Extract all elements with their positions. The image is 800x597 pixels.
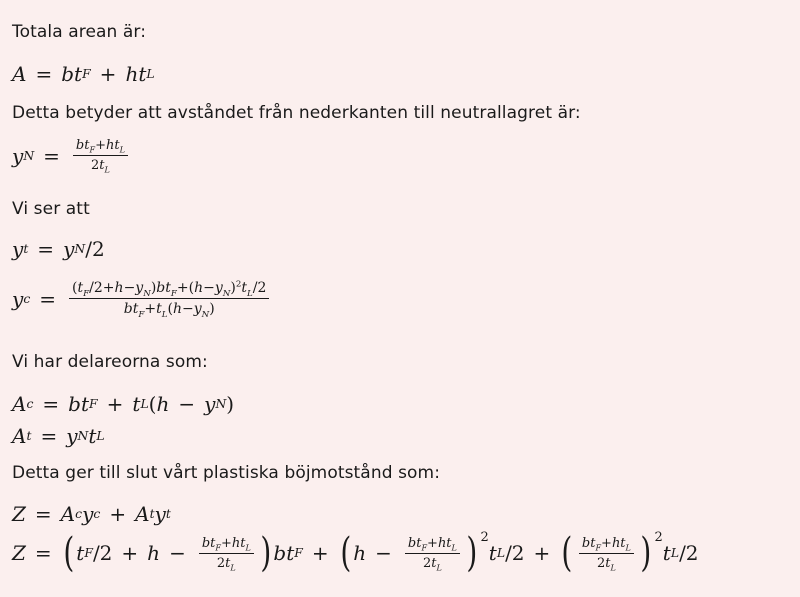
equation-Z1: Z = A c y c + A t y t: [12, 502, 171, 526]
equation-yt: y t = y N /2: [12, 237, 105, 261]
equation-Ac: A c = bt F + t L ( h − y N ): [12, 392, 235, 416]
equation-Z2: Z = ( t F /2 + h − $\frac{bt_F+ht_L}{2t_L}$ ) bt F + ( h − $\frac{bt_F+ht_L}{2t_L}$ ) 2 t L /2 + ( $\frac{bt_F+ht_L}{2t_L}$ ) 2 t L /2: [12, 529, 699, 576]
paragraph-total-area: Totala arean är:: [12, 22, 147, 42]
paragraph-we-see: Vi ser att: [12, 199, 90, 219]
paragraph-neutral-axis: Detta betyder att avståndet från nederkanten till neutrallagret är:: [12, 103, 581, 123]
paragraph-plastic-modulus: Detta ger till slut vårt plastiska böjmotstånd som:: [12, 463, 441, 483]
paragraph-partial-areas: Vi har delareorna som:: [12, 352, 208, 372]
equation-At: A t = y N t L: [12, 424, 105, 448]
equation-area: A = bt F + ht L: [12, 62, 155, 86]
equation-yN: y N = $\frac{bt_F+ht_L}{2t_L}$: [12, 138, 132, 173]
equation-yc: y c = $\frac{(t_F/2+h-y_N)bt_F+(h-y_N)^2t_L/2}{bt_F+t_L(h-y_N)}$: [12, 280, 273, 317]
